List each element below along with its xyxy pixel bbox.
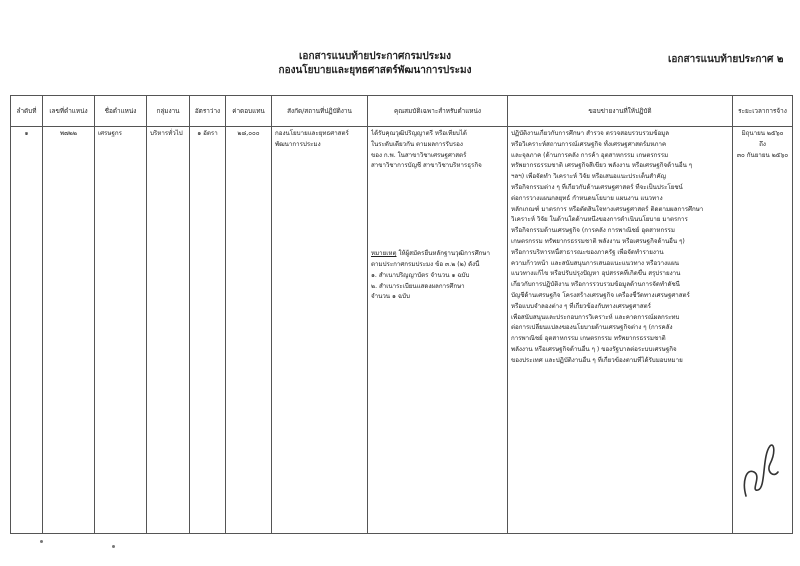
note-line: ๑. สำเนาปริญญาบัตร จำนวน ๑ ฉบับ — [371, 271, 470, 279]
scope-line: บัญชีด้านเศรษฐกิจ โครงสร้างเศรษฐกิจ เครื่องชี้วัดทางเศรษฐศาสตร์ — [511, 291, 690, 299]
header-period: ระยะเวลาการจ้าง — [733, 96, 793, 127]
note-line: จำนวน ๑ ฉบับ — [371, 293, 410, 301]
positions-table — [10, 95, 793, 534]
scope-line: หรือการบริหารหนี้สาธารณะของภาครัฐ เพื่อจัดทำรายงาน — [511, 248, 664, 256]
scan-speck — [40, 540, 43, 543]
scope-line: เกี่ยวกับการปฏิบัติงาน หรือการรวบรวมข้อมูลด้านการจัดทำดัชนี — [511, 281, 680, 289]
note-label: หมายเหตุ — [371, 250, 397, 258]
scope-line: เพื่อสนับสนุนและประกอบการวิเคราะห์ และคาดการณ์ผลกระทบ — [511, 313, 680, 321]
qualification-line: ในระดับเดียวกัน ตามผลการรับรอง — [371, 140, 463, 148]
scope-line: พลังงาน หรือเศรษฐกิจด้านอื่น ๆ ) ของรัฐบาลต่อระบบเศรษฐกิจ — [511, 345, 677, 353]
period-line: ถึง — [759, 140, 766, 148]
header-salary: ค่าตอบแทน — [226, 96, 272, 127]
scope-line: หรือกิจกรรมต่าง ๆ ที่เกี่ยวกับด้านเศรษฐศาสตร์ ที่จะเป็นประโยชน์ — [511, 183, 683, 191]
header-scope: ขอบข่ายงานที่ให้ปฏิบัติ — [508, 96, 733, 127]
cell-group: บริหารทั่วไป — [147, 127, 190, 534]
period-line: ๓๐ กันยายน ๒๕๖๐ — [736, 151, 789, 159]
note-line: ๒. สำเนาระเบียนแสดงผลการศึกษา — [371, 282, 465, 290]
header-unit: สังกัด/สถานที่ปฏิบัติงาน — [272, 96, 368, 127]
scope-line: หรือวิเคราะห์สถานการณ์เศรษฐกิจ ทั้งเศรษฐศาสตร์มหภาค — [511, 140, 667, 148]
unit-line: พัฒนาการประมง — [275, 140, 321, 148]
scope-line: ปฏิบัติงานเกี่ยวกับการศึกษา สำรวจ ตรวจสอบรวบรวมข้อมูล — [511, 130, 670, 137]
scope-line: ของประเทศ และปฏิบัติงานอื่น ๆ ที่เกี่ยวข้องตามที่ได้รับมอบหมาย — [511, 356, 683, 364]
qualification-line: สาขาวิชาการบัญชี สาขาวิชาบริหารธุรกิจ — [371, 162, 482, 170]
cell-salary: ๒๘,๐๐๐ — [226, 127, 272, 534]
scope-line: หลักเกณฑ์ มาตรการ หรือตัดสินใจทางเศรษฐศาสตร์ ติดตามผลการศึกษา — [511, 205, 704, 213]
scope-line: ฯลฯ) เพื่อจัดทำ วิเคราะห์ วิจัย หรือเสนอแนะประเด็นสำคัญ — [511, 173, 666, 181]
cell-no: ๑ — [11, 127, 43, 534]
scope-line: และจุลภาค (ด้านการคลัง การค้า อุตสาหกรรม เกษตรกรรม — [511, 151, 669, 159]
scope-line: วิเคราะห์ วิจัย ในด้านใดด้านหนึ่งของการดำเนินนโยบาย มาตรการ — [511, 216, 688, 224]
scope-line: การพาณิชย์ อุตสาหกรรม เกษตรกรรม ทรัพยากรธรรมชาติ — [511, 335, 666, 343]
cell-position-name: เศรษฐกร — [95, 127, 147, 534]
title-line-2: กองนโยบายและยุทธศาสตร์พัฒนาการประมง — [278, 65, 472, 76]
cell-unit — [272, 127, 368, 534]
note-text: ให้ผู้สมัครยื่นหลักฐานวุฒิการศึกษา — [396, 250, 490, 258]
scope-line: เกษตรกรรม ทรัพยากรธรรมชาติ พลังงาน หรือเศรษฐกิจด้านอื่น ๆ) — [511, 237, 685, 245]
scope-line: หรือกิจกรรมด้านเศรษฐกิจ (การคลัง การพาณิชย์ อุตสาหกรรม — [511, 227, 675, 235]
title-line-1: เอกสารแนบท้ายประกาศกรมประมง — [299, 51, 451, 62]
scan-speck — [112, 545, 115, 548]
attachment-reference: เอกสารแนบท้ายประกาศ ๒ — [668, 54, 784, 65]
note-line — [371, 249, 504, 260]
table-row — [11, 127, 793, 534]
scope-line: หรือแบบจำลองต่าง ๆ ที่เกี่ยวข้องกับทางเศรษฐศาสตร์ — [511, 302, 651, 310]
cell-scope — [508, 127, 733, 534]
document-title — [250, 50, 500, 78]
scope-line: ทรัพยากรธรรมชาติ เศรษฐกิจสีเขียว พลังงาน หรือเศรษฐกิจด้านอื่น ๆ — [511, 162, 693, 170]
cell-position-no: พ๗๒๒ — [43, 127, 95, 534]
period-line: มิถุนายน ๒๕๖๐ — [741, 130, 784, 137]
note-line: ตามประกาศกรมประมง ข้อ ๓.๒ (๒) ดังนี้ — [371, 260, 480, 268]
header-no: ลำดับที่ — [11, 96, 43, 127]
header-group: กลุ่มงาน — [147, 96, 190, 127]
table-header-row — [11, 96, 793, 127]
cell-vacancy: ๑ อัตรา — [190, 127, 226, 534]
header-vacancy: อัตราว่าง — [190, 96, 226, 127]
qualification-line: ได้รับคุณวุฒิปริญญาตรี หรือเทียบได้ — [371, 130, 467, 137]
header-qualification: คุณสมบัติเฉพาะสำหรับตำแหน่ง — [368, 96, 508, 127]
cell-qualification — [368, 127, 508, 534]
header-position-no: เลขที่ตำแหน่ง — [43, 96, 95, 127]
scope-line: ต่อการวางแผนกลยุทธ์ กำหนดนโยบาย แผนงาน แนวทาง — [511, 194, 663, 202]
unit-line: กองนโยบายและยุทธศาสตร์ — [275, 130, 349, 137]
scope-line: ความก้าวหน้า และสนับสนุนการเสนอแนะแนวทาง หรือวางแผน — [511, 259, 679, 267]
scope-line: ต่อการเปลี่ยนแปลงของนโยบายด้านเศรษฐกิจต่าง ๆ (การคลัง — [511, 324, 673, 332]
header-position-name: ชื่อตำแหน่ง — [95, 96, 147, 127]
qualification-line: ของ ก.พ. ในสาขาวิชาเศรษฐศาสตร์ — [371, 151, 467, 159]
scope-line: แนวทางแก้ไข หรือปรับปรุงปัญหา อุปสรรคที่เกิดขึ้น สรุปรายงาน — [511, 270, 681, 278]
handwritten-signature — [740, 438, 780, 498]
